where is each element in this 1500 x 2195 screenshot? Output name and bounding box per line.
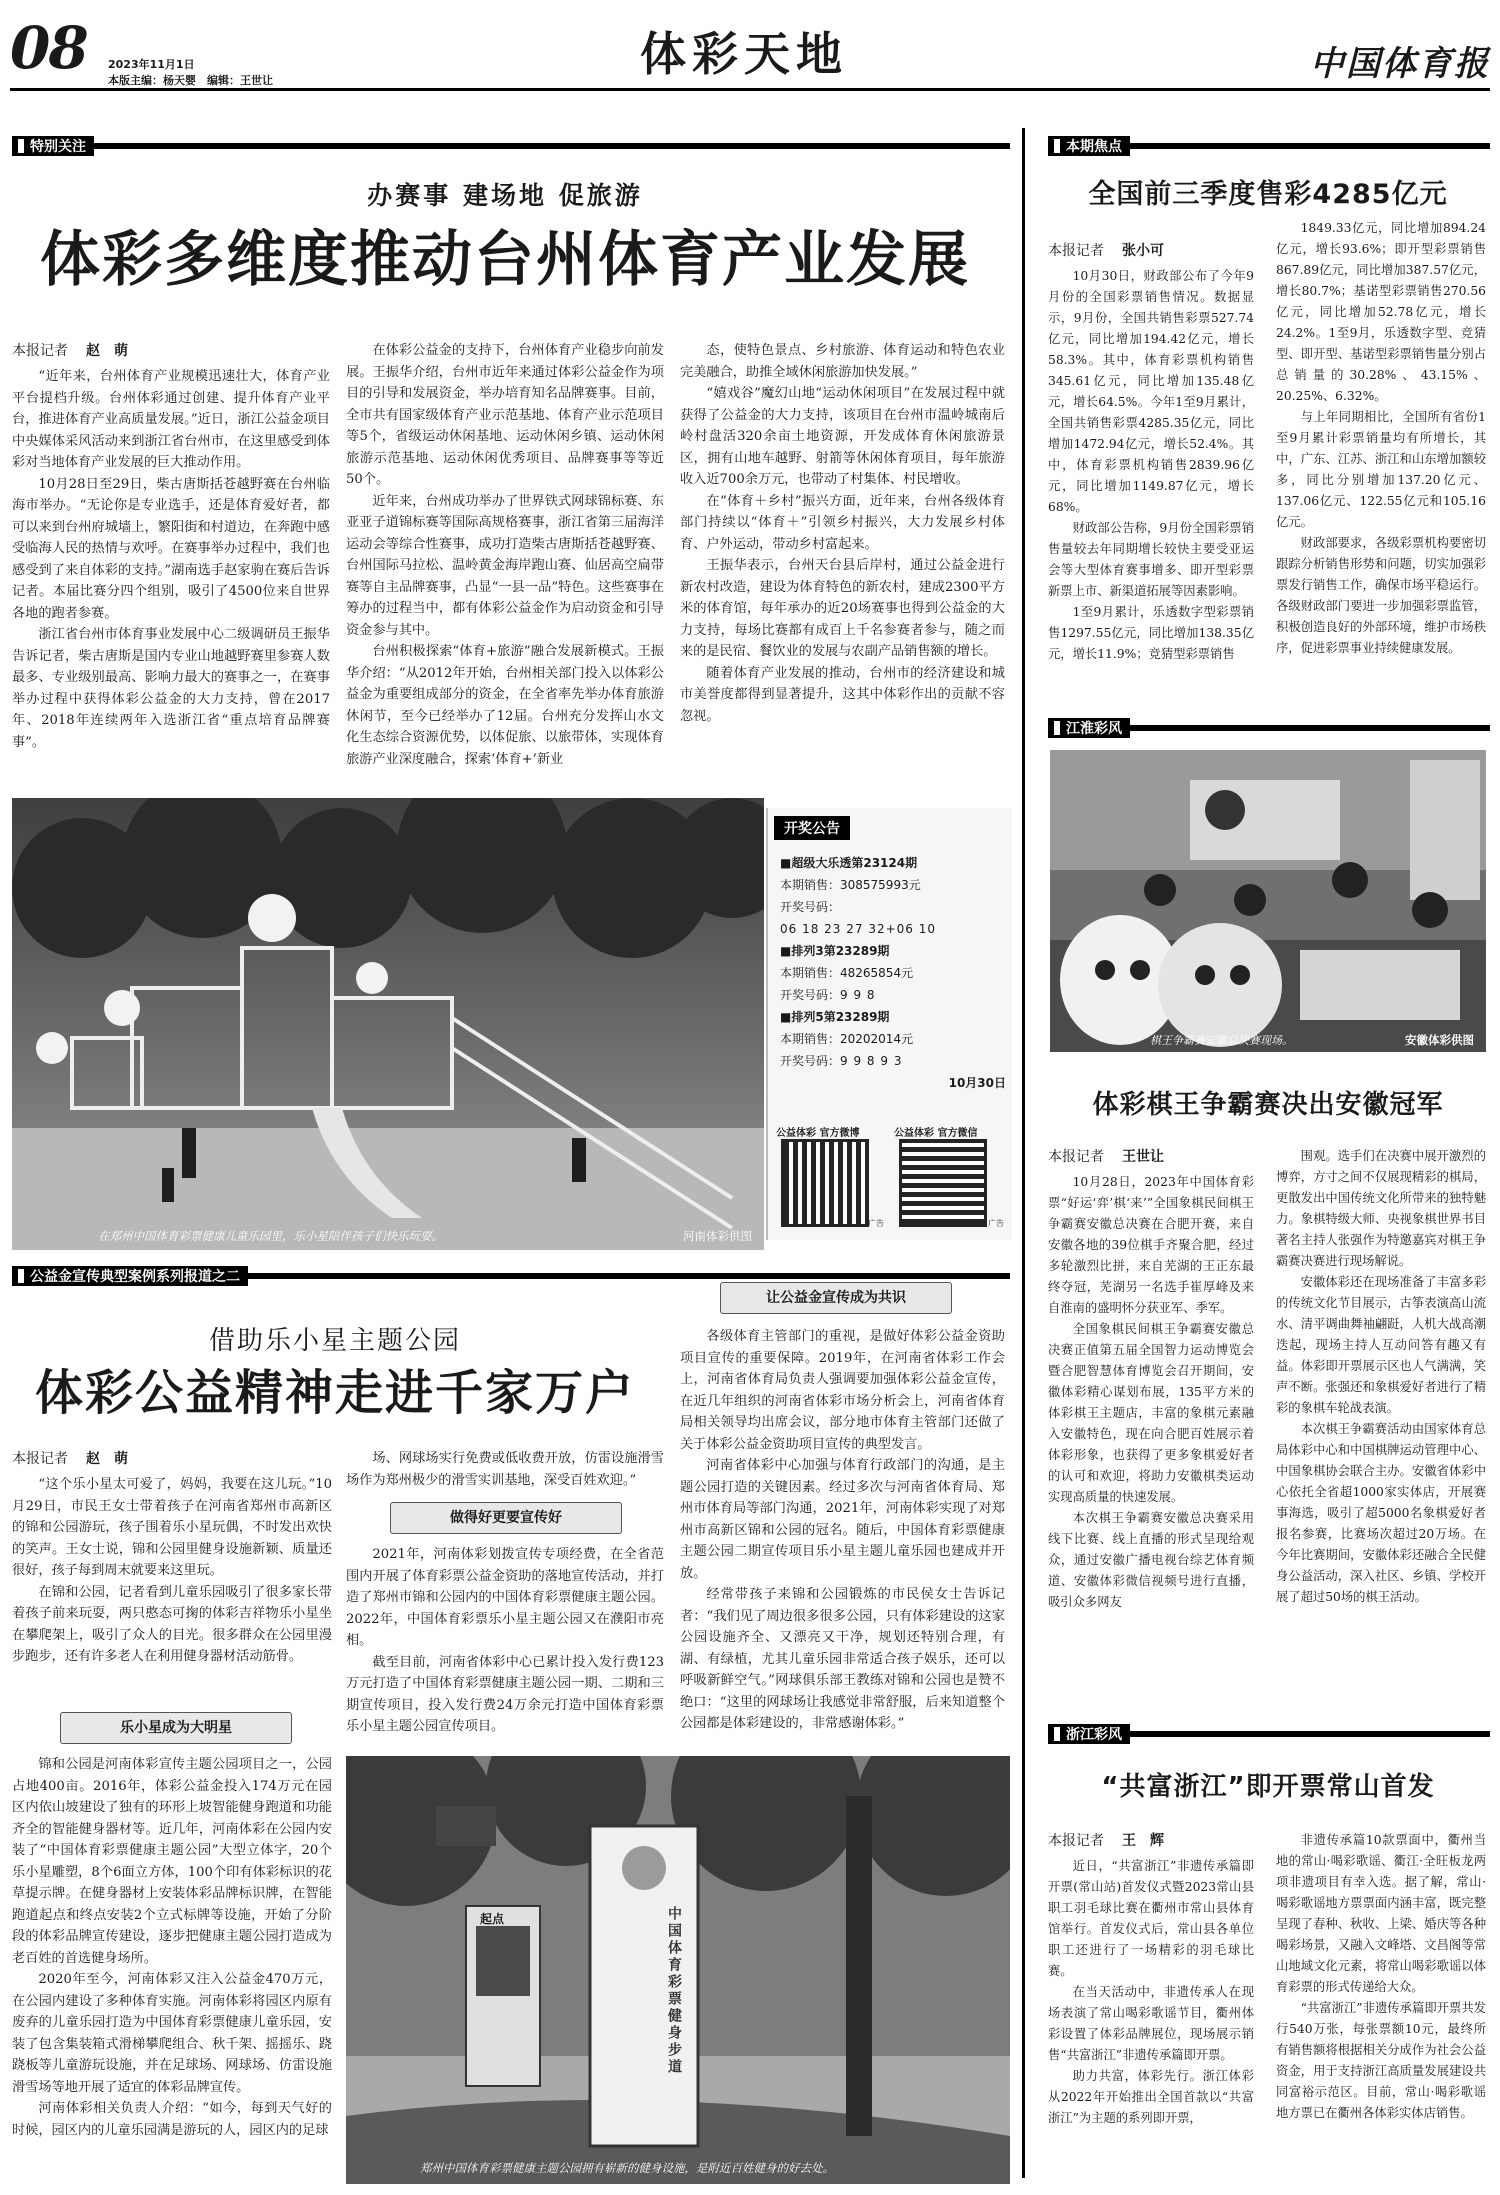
- draw-sales: 本期销售：48265854元: [780, 966, 914, 980]
- paragraph: 河南省体彩中心加强与体育行政部门的沟通，是主题公园打造的关键因素。经过多次与河南省体育局、郑州市体育局等部门沟通，2021年，河南体彩实现了对郑州市高新区锦和公园的冠名。随后，中国体育彩票健康主题公园二期宣传项目乐小星主题儿童乐园也建成并开放。: [680, 1458, 1005, 1581]
- paragraph: 近年来，台州成功举办了世界铁式网球锦标赛、东亚亚子道锦标赛等国际高规格赛事，浙江省第三届海洋运动会等综合性赛事，成功打造柴古唐斯括苍越野赛、台州国际马拉松、温岭黄金海岸跑山赛、仙居高空扁带赛等自主品牌赛事，凸显“一县一品”特色。这些赛事在筹办的过程当中，都有体彩公益金作为启动资金和引导资金参与其中。: [346, 493, 664, 638]
- editors-line: 本版主编：杨天婴 编辑：王世让: [108, 74, 273, 87]
- subhead-publicize: 做得好更要宣传好: [390, 1502, 622, 1534]
- playground-caption: 在郑州中国体育彩票健康儿童乐园里，乐小星陪伴孩子们快乐玩耍。: [98, 1229, 443, 1243]
- paragraph: 台州积极探索“体育+旅游”融合发展新模式。王振华介绍：“从2012年开始，台州相关部门投入以体彩公益金为重要组成部分的资金，在全省率先举办体育旅游休闲节，至今已经举办了12届。台州充分发挥山水文化生态综合资源优势，以体促旅、以旅带体，实现体育旅游产业深度融合，探索‘体育+’新业: [346, 644, 664, 767]
- playground-illustration: [12, 798, 764, 1250]
- paragraph: “嬉戏谷”魔幻山地“运动休闲项目”在发展过程中就获得了公益金的大力支持，该项目在台州市温岭城南后岭村盘活320余亩土地资源，开发成体育休闲旅游景区，拥有山地车越野、射箭等休闲体育项目，每年旅游收入近700余万元，也带动了村集体、村民增收。: [680, 386, 1005, 487]
- paragraph: 本次棋王争霸赛安徽总决赛采用线下比赛、线上直播的形式呈现给观众，通过安徽广播电视台综艺体育频道、安徽体彩微信视频号进行直播，吸引众多网友: [1048, 1511, 1254, 1609]
- masthead-rule: [10, 88, 1490, 91]
- welfare-byline: 本报记者 赵 萌: [12, 1451, 128, 1467]
- paragraph: 在“体育＋乡村”振兴方面，近年来，台州各级体育部门持续以“体育＋”引领乡村振兴，大力发展乡村体育、户外运动，带动乡村富起来。: [680, 493, 1005, 552]
- section-label-focus: 本期焦点: [1048, 136, 1490, 156]
- focus-byline: 本报记者 张小可: [1048, 243, 1164, 259]
- section-label-special: 特别关注: [12, 136, 1010, 156]
- paragraph: 在体彩公益金的支持下，台州体育产业稳步向前发展。王振华介绍，台州市近年来通过体彩公益金作为项目的引导和发展资金，举办培育知名品牌赛事。目前，全市共有国家级体育产业示范基地、体育产业示范项目等5个，省级运动休闲基地、运动休闲乡镇、运动休闲旅游示范基地、运动休闲优秀项目、品牌赛事等等近50个。: [346, 343, 664, 487]
- chess-byline: 本报记者 王世让: [1048, 1149, 1164, 1165]
- paragraph: 2020年至今，河南体彩又注入公益金470万元，在公园内建设了多种体育实施。河南体彩将园区内原有废弃的儿童乐园打造为中国体育彩票健康儿童乐园，安装了包含集装箱式滑梯攀爬组合、秋千架、摇摇乐、跷跷板等儿童游玩设施，并在足球场、网球场、仿雷设施滑雪场等地开展了适宜的体彩品牌宣传。: [12, 1972, 332, 2095]
- paper-name: 中国体育报: [1310, 44, 1490, 84]
- section-label-zhejiang: 浙江彩风: [1048, 1724, 1490, 1744]
- paragraph: 围观。选手们在决赛中展开激烈的博弈，方寸之间不仅展现精彩的棋局，更散发出中国传统文化所带来的独特魅力。象棋特级大师、央视象棋世界书目著名主持人张强作为特邀嘉宾对棋王争霸赛决赛进行现场解说。: [1276, 1149, 1486, 1268]
- paragraph: 河南体彩相关负责人介绍：“如今，每到天气好的时候，园区内的儿童乐园满是游玩的人，园区内的足球: [12, 2101, 332, 2138]
- masthead: [0, 0, 1500, 92]
- issue-date: 2023年11月1日: [108, 58, 195, 71]
- park-sign-text: 中国体育彩票健身步道: [666, 1906, 682, 2076]
- chess-credit: 安徽体彩供图: [1405, 1033, 1474, 1047]
- chess-col2: [1276, 1146, 1486, 1608]
- paragraph: 经常带孩子来锦和公园锻炼的市民侯女士告诉记者：“我们见了周边很多很多公园，只有体彩建设的这家公园设施齐全、又漂亮又干净，规划还特别合理，有湖、有绿植，尤其儿童乐园非常适合孩子娱乐，还可以呼吸新鲜空气。”网球俱乐部王教练对锦和公园也是赞不绝口：“这里的网球场让我感觉非常舒服，后来知道整个公园都是体彩建设的，非常感谢体彩。”: [680, 1587, 1005, 1731]
- focus-col1: [1048, 240, 1254, 665]
- paragraph: 1至9月累计，乐透数字型彩票销售1297.55亿元，同比增加138.35亿元，增长11.9%；竞猜型彩票销售: [1048, 605, 1254, 661]
- lottery-date: 10月30日: [948, 1076, 1006, 1090]
- chess-illustration: [1050, 750, 1486, 1052]
- column-divider: [1022, 128, 1025, 2178]
- welfare-col1b: [12, 1754, 332, 2141]
- chess-caption: 棋王争霸赛安徽总决赛现场。: [1150, 1034, 1293, 1047]
- playground-credit: 河南体彩供图: [683, 1229, 752, 1243]
- playground-photo: [12, 798, 764, 1250]
- park-start-label: 起点: [480, 1912, 505, 1926]
- lead-col2: [346, 340, 664, 770]
- paragraph: 财政部公告称，9月份全国彩票销售量较去年同期增长较快主要受亚运会等大型体育赛事增多、即开型彩票新票上市、新渠道拓展等因素影响。: [1048, 521, 1254, 598]
- qr-weibo[interactable]: [784, 1142, 866, 1224]
- paragraph: 全国象棋民间棋王争霸赛安徽总决赛正值第五届全国智力运动博览会暨合肥智慧体育博览会召开期间，安徽体彩精心谋划布展，135平方米的体彩棋王主题店，丰富的象棋元素融入安徽特色，现在向合肥百姓展示着体彩形象，也获得了更多象棋爱好者的认可和欢迎，将助力安徽棋类运动实现高质量的快速发展。: [1048, 1322, 1254, 1504]
- lead-byline: 本报记者 赵 萌: [12, 343, 128, 359]
- draw-name: ■排列3第23289期: [780, 944, 890, 958]
- paragraph: 王振华表示，台州天台县后岸村，通过公益金进行新农村改造，建设为体育特色的新农村，建成2300平方米的体育馆，每年承办的近20场赛事也得到公益金的大力支持，每场比赛都有成百上千名参赛者参与，随之而来的是民宿、餐饮业的发展与农副产品销售额的增长。: [680, 558, 1005, 659]
- qr-weixin[interactable]: [902, 1142, 984, 1224]
- chess-headline: 体彩棋王争霸赛决出安徽冠军: [1092, 1090, 1444, 1120]
- draw-label-line: 开奖号码：9 9 8: [780, 988, 876, 1002]
- lead-headline: 体彩多维度推动台州体育产业发展: [40, 225, 970, 295]
- zhejiang-byline: 本报记者 王 辉: [1048, 1833, 1164, 1849]
- chess-photo: [1050, 750, 1486, 1052]
- section-title: 体彩天地: [640, 27, 848, 81]
- welfare-col2b: [346, 1544, 664, 1738]
- draw-sales: 本期销售：20202014元: [780, 1032, 914, 1046]
- lead-col1: [12, 340, 330, 753]
- qr-weixin-label: 公益体彩 官方微信: [894, 1128, 978, 1139]
- paragraph: 各级体育主管部门的重视，是做好体彩公益金资助项目宣传的重要保障。2019年，在河南省体彩工作会上，河南省体育局负责人强调要加强体彩公益金宣传，在近几年组织的河南省体彩市场分析会上，河南省体育局相关领导均出席会议，部分地市体育主管部门还做了关于体彩公益金资助项目宣传的典型发言。: [680, 1329, 1005, 1452]
- paragraph: 与上年同期相比，全国所有省份1至9月累计彩票销量均有所增长，其中，广东、江苏、浙江和山东增加额较多，同比分别增加137.20亿元、137.06亿元、122.55亿元和105.16亿元。: [1276, 410, 1486, 529]
- paragraph: 安徽体彩还在现场准备了丰富多彩的传统文化节目展示，古筝表演高山流水、清平调曲舞袖翩跹，人机大战高潮迭起，现场主持人互动问答有趣又有益。体彩即开票展示区也人气满满，笑声不断。张强还和象棋爱好者进行了精彩的象棋车轮战表演。: [1276, 1275, 1486, 1415]
- paragraph: “共富浙江”非遗传承篇即开票共发行540万张，每张票额10元，最终所有销售额将根据相关分成作为社会公益资金，用于支持浙江高质量发展建设共同富裕示范区。目前，常山·喝彩歌谣地方票已在衢州各体彩实体店销售。: [1276, 2001, 1486, 2120]
- draw-name: ■超级大乐透第23124期: [780, 856, 918, 870]
- park-photo: [346, 1756, 1010, 2184]
- welfare-headline: 体彩公益精神走进千家万户: [34, 1365, 635, 1421]
- paragraph: 场、网球场实行免费或低收费开放，仿雷设施滑雪场作为郑州极少的滑雪实训基地，深受百姓欢迎。”: [346, 1451, 664, 1488]
- draw-pl5: [780, 1006, 1006, 1072]
- page-number: 08: [10, 14, 87, 82]
- paragraph: 随着体育产业发展的推动，台州市的经济建设和城市美誉度都得到显著提升，这其中体彩作出的贡献不容忽视。: [680, 665, 1005, 724]
- welfare-col1: [12, 1448, 332, 1668]
- paragraph: 2021年，河南体彩划拨宣传专项经费，在全省范围内开展了体育彩票公益金资助的落地宣传活动，并打造了郑州市锦和公园内的中国体育彩票健康主题公园。2022年，中国体育彩票乐小星主题公园又在濮阳市亮相。: [346, 1547, 664, 1648]
- paragraph: 助力共富，体彩先行。浙江体彩从2022年开始推出全国首款以“共富浙江”为主题的系列即开票，: [1048, 2069, 1254, 2125]
- section-label-jianghuai: 江淮彩风: [1048, 718, 1490, 738]
- zhejiang-col1: [1048, 1830, 1254, 2129]
- focus-headline: 全国前三季度售彩4285亿元: [1088, 179, 1448, 210]
- lottery-title: 开奖公告: [774, 816, 850, 840]
- ad-tag-2: 广告: [988, 1219, 1004, 1228]
- draw-numbers: 06 18 23 27 32+06 10: [780, 922, 937, 936]
- paragraph: 10月28日，2023年中国体育彩票“好运‘弈’棋‘来’”全国象棋民间棋王争霸赛安徽总决赛在合肥开赛，来自安徽各地的39位棋手齐聚合肥，经过多轮激烈比拼，来自芜湖的王正东最终夺冠，芜湖另一名选手崔厚峰及来自淮南的盛明怀分获亚军、季军。: [1048, 1175, 1254, 1315]
- park-caption: 郑州中国体育彩票健康主题公园拥有崭新的健身设施，是附近百姓健身的好去处。: [420, 2161, 834, 2175]
- zhejiang-headline: “共富浙江”即开票常山首发: [1101, 1772, 1435, 1802]
- draw-pl3: [780, 940, 1006, 1006]
- ad-tag: 广告: [868, 1219, 884, 1228]
- paragraph: “这个乐小星太可爱了，妈妈，我要在这儿玩。”10月29日，市民王女士带着孩子在河南省郑州市高新区的锦和公园游玩，孩子围着乐小星玩偶，不时发出欢快的笑声。王女士说，锦和公园里健身设施新颖、质量还很好，孩子每到周末就要来这里玩。: [12, 1477, 332, 1578]
- welfare-kicker: 借助乐小星主题公园: [208, 1326, 461, 1356]
- paragraph: 在锦和公园，记者看到儿童乐园吸引了很多家长带着孩子前来玩耍，两只憨态可掬的体彩吉祥物乐小星坐在攀爬架上，吸引了众人的目光。很多群众在公园里漫步跑步，还有许多老人在利用健身器材活动筋骨。: [12, 1584, 332, 1664]
- paragraph: 非遗传承篇10款票面中，衢州当地的常山·喝彩歌谣、衢江·全旺板龙两项非遗项目有幸入选。据了解，常山·喝彩歌谣地方票票面内涵丰富，既完整呈现了春种、秋收、上梁、婚庆等各种喝彩场景，又融入文峰塔、文昌阁等常山地域文化元素，将常山喝彩歌谣以体育彩票的形式传递给大众。: [1276, 1833, 1486, 1994]
- paragraph: 浙江省台州市体育事业发展中心二级调研员王振华告诉记者，柴古唐斯是国内专业山地越野赛里参赛人数最多、专业级别最高、影响力最大的赛事之一，在赛事举办过程中获得体彩公益金的大力支持，曾在2017年、2018年连续两年入选浙江省“重点培育品牌赛事”。: [12, 627, 330, 750]
- welfare-col2: [346, 1448, 664, 1491]
- draw-dlt: [780, 852, 1006, 940]
- subhead-consensus: 让公益金宣传成为共识: [720, 1282, 952, 1314]
- zhejiang-col2: [1276, 1830, 1486, 2124]
- lottery-draws: [780, 852, 1006, 1094]
- focus-col2: [1276, 218, 1486, 659]
- draw-name: ■排列5第23289期: [780, 1010, 890, 1024]
- paragraph: 财政部要求，各级彩票机构要密切跟踪分析销售形势和问题，切实加强彩票发行销售工作，确保市场平稳运行。各级财政部门要进一步加强彩票监管，积极创造良好的外部环境，维护市场秩序，促进彩票事业持续健康发展。: [1276, 536, 1486, 655]
- subhead-star: 乐小星成为大明星: [60, 1712, 292, 1744]
- paragraph: 1849.33亿元，同比增加894.24亿元，增长93.6%；即开型彩票销售867.89亿元，同比增加387.57亿元，增长80.7%；基诺型彩票销售270.56亿元，同比增加52.78亿元，增长24.2%。1至9月，乐透数字型、竞猜型、即开型、基诺型彩票销售量分别占总销量的30.28%、43.15%、20.25%、6.32%。: [1276, 221, 1486, 403]
- paragraph: 锦和公园是河南体彩宣传主题公园项目之一，公园占地400亩。2016年，体彩公益金投入174万元在园区内依山坡建设了独有的环形上坡智能健身跑道和功能齐全的智能健身器材等。近几年，河南体彩在公园内安装了“中国体育彩票健康主题公园”大型立体字，20个乐小星雕塑，8个6面立方体，100个印有体彩标识的花草提示牌。在健身器材上安装体彩品牌标识牌，在智能跑道起点和终点安装2个立式标牌等设施，开始了分阶段的体彩品牌宣传建设，逐步把健康主题公园打造成为老百姓的首选健身场所。: [12, 1757, 332, 1966]
- draw-label-line: 开奖号码：9 9 8 9 3: [780, 1054, 903, 1068]
- paragraph: 10月30日，财政部公布了今年9月份的全国彩票销售情况。数据显示，9月份，全国共销售彩票527.74亿元，同比增加194.42亿元，增长58.3%。其中，体育彩票机构销售345.61亿元，同比增加135.48亿元，增长64.5%。今年1至9月累计，全国共销售彩票4285.35亿元，同比增加1472.94亿元，增长52.4%。其中，体育彩票机构销售2839.96亿元，同比增加1149.87亿元，增长68%。: [1048, 269, 1254, 514]
- paragraph: 截至目前，河南省体彩中心已累计投入发行费123万元打造了中国体育彩票健康主题公园一期、二期和三期宣传项目，投入发行费24万余元打造中国体育彩票乐小星主题公园宣传项目。: [346, 1654, 664, 1734]
- paragraph: 在当天活动中，非遗传承人在现场表演了常山喝彩歌谣节目，衢州体彩设置了体彩品牌展位，现场展示销售“共富浙江”非遗传承篇即开票。: [1048, 1985, 1254, 2062]
- section-label-welfare: 公益金宣传典型案例系列报道之二: [12, 1266, 1010, 1286]
- draw-label: 开奖号码：: [780, 900, 841, 914]
- chess-col1: [1048, 1146, 1254, 1613]
- lead-col3: [680, 340, 1005, 727]
- welfare-col3: [680, 1326, 1005, 1735]
- paragraph: 态，使特色景点、乡村旅游、体育运动和特色农业完美融合，助推全域休闲旅游加快发展。”: [680, 343, 1005, 380]
- lead-kicker: 办赛事 建场地 促旅游: [367, 181, 643, 210]
- paragraph: 本次棋王争霸赛活动由国家体育总局体彩中心和中国棋牌运动管理中心、中国象棋协会联合主办。安徽省体彩中心依托全省超1000家实体店，开展赛事海选，吸引了超5000名象棋爱好者报名参赛，比赛场次超过20万场。在今年比赛期间，安徽体彩还融合全民健身公益活动，深入社区、乡镇、学校开展了超过50场的棋王活动。: [1276, 1422, 1486, 1604]
- qr-weibo-label: 公益体彩 官方微博: [776, 1128, 860, 1139]
- lottery-notice: [766, 808, 1012, 1240]
- draw-sales: 本期销售：308575993元: [780, 878, 921, 892]
- paragraph: 10月28日至29日，柴古唐斯括苍越野赛在台州临海市举办。“无论你是专业选手，还是体育爱好者，都可以来到台州府城墙上，繁阳街和村道边，在奔跑中感受临海人民的热情与欢呼。在赛事举办过程中，我们也感受到了来自体彩的支持。”湖南选手赵家驹在赛后告诉记者。本届比赛分四个组别，吸引了4500位来自世界各地的跑者参赛。: [12, 476, 330, 621]
- paragraph: “近年来，台州体育产业规模迅速壮大，体育产业平台提档升级。台州体彩通过创建、提升体育产业平台，推进体育产业高质量发展。”近日，浙江公益金项目中央媒体采风活动来到浙江省台州市，在这里感受到体彩对当地体育产业发展的巨大推动作用。: [12, 369, 330, 470]
- paragraph: 近日，“共富浙江”非遗传承篇即开票(常山站)首发仪式暨2023常山县职工羽毛球比赛在衢州市常山县体育馆举行。首发仪式后，常山县各单位职工还进行了一场精彩的羽毛球比赛。: [1048, 1859, 1254, 1978]
